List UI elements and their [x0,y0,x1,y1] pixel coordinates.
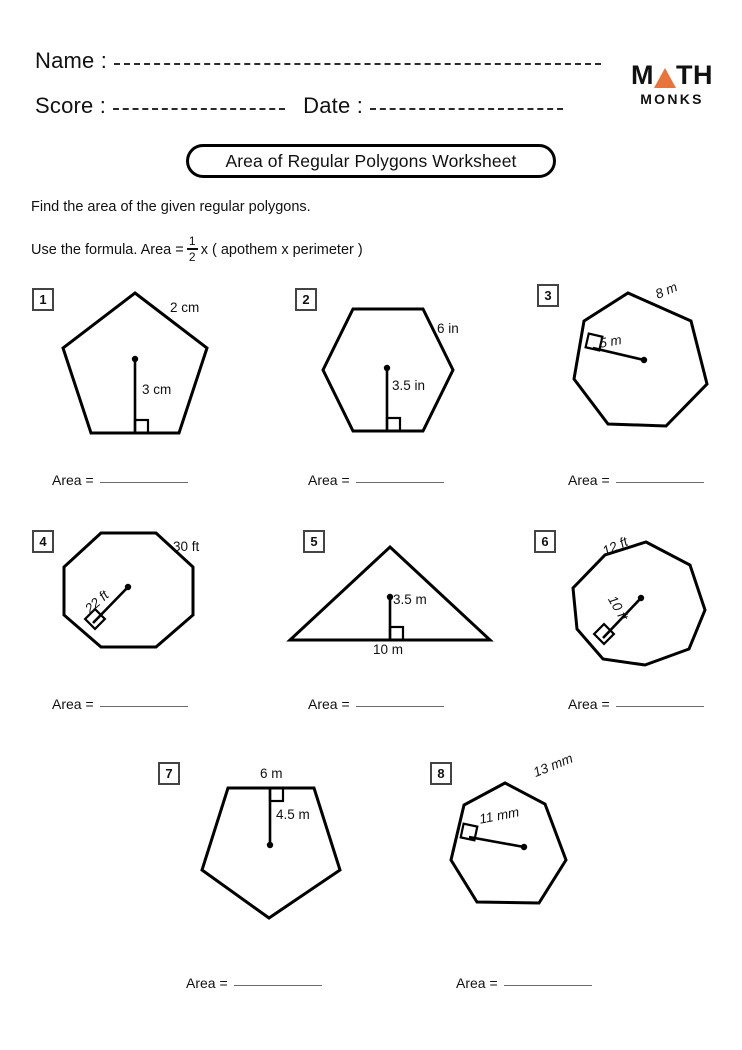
apothem-label-6: 10 ft [605,593,632,624]
date-input-line[interactable] [370,108,563,110]
problem-number-4: 4 [32,530,54,553]
worksheet-header [0,0,742,135]
answer-row-8 [456,975,592,991]
side-label-6: 12 ft [600,533,631,559]
answer-row-5 [308,696,444,712]
problem-number-3: 3 [537,284,559,307]
formula-prefix: Use the formula. Area = [31,241,184,258]
answer-blank-6[interactable] [616,706,704,707]
score-label: Score : [35,93,107,118]
problem-number-5: 5 [303,530,325,553]
formula-suffix: x ( apothem x perimeter ) [200,241,363,258]
problem-number-1: 1 [32,288,54,311]
figure-pentagon-7 [150,755,350,945]
answer-label-1: Area = [52,472,94,488]
answer-label-2: Area = [308,472,350,488]
answer-blank-2[interactable] [356,482,444,483]
problem-number-2: 2 [295,288,317,311]
triangle-icon [654,68,676,88]
answer-label-4: Area = [52,696,94,712]
fraction-one-half [187,235,198,263]
answer-row-3 [568,472,704,488]
score-input-line[interactable] [113,108,285,110]
math-monks-logo [624,62,720,107]
figure-nonagon-6 [555,525,715,675]
instruction-line-1: Find the area of the given regular polygons. [31,199,311,215]
side-label-5: 10 m [373,642,404,657]
answer-row-1 [52,472,188,488]
answer-row-4 [52,696,188,712]
logo-letters-th: TH [676,60,713,90]
score-date-field-row [35,93,563,119]
apothem-label-8: 11 mm [478,804,521,827]
answer-label-3: Area = [568,472,610,488]
instruction-line-2 [31,236,363,264]
answer-row-7 [186,975,322,991]
answer-label-6: Area = [568,696,610,712]
side-label-2: 6 in [437,321,459,336]
logo-wordmark-math [624,62,720,89]
apothem-label-1: 3 cm [142,382,172,397]
name-field-row [35,48,601,74]
fraction-denominator: 2 [188,249,196,264]
page-title: Area of Regular Polygons Worksheet [225,150,517,171]
problem-number-7: 7 [158,762,180,785]
answer-blank-4[interactable] [100,706,188,707]
name-input-line[interactable] [114,63,601,65]
figure-heptagon-3 [560,280,720,440]
logo-wordmark-monks: MONKS [640,91,704,107]
answer-label-8: Area = [456,975,498,991]
name-label: Name : [35,48,108,73]
date-label: Date : [303,93,364,118]
apothem-label-5: 3.5 m [393,592,427,607]
side-label-1: 2 cm [170,300,200,315]
answer-blank-5[interactable] [356,706,444,707]
answer-row-2 [308,472,444,488]
side-label-3: 8 m [653,279,680,302]
side-label-7: 6 m [260,766,283,781]
logo-letter-m: M [631,60,654,90]
answer-blank-3[interactable] [616,482,704,483]
figure-heptagon-8 [420,755,600,935]
problem-number-6: 6 [534,530,556,553]
answer-row-6 [568,696,704,712]
side-label-4: 30 ft [173,539,200,554]
problem-number-8: 8 [430,762,452,785]
side-label-8: 13 mm [531,750,575,780]
worksheet-title-pill [186,144,556,178]
answer-label-7: Area = [186,975,228,991]
apothem-label-3: 5 m [598,332,623,351]
fraction-numerator: 1 [188,234,196,248]
figure-triangle-5 [280,525,530,645]
apothem-label-4: 22 ft [82,587,112,617]
answer-blank-7[interactable] [234,985,322,986]
answer-blank-1[interactable] [100,482,188,483]
answer-label-5: Area = [308,696,350,712]
answer-blank-8[interactable] [504,985,592,986]
apothem-label-2: 3.5 in [392,378,426,393]
apothem-label-7: 4.5 m [276,807,310,822]
